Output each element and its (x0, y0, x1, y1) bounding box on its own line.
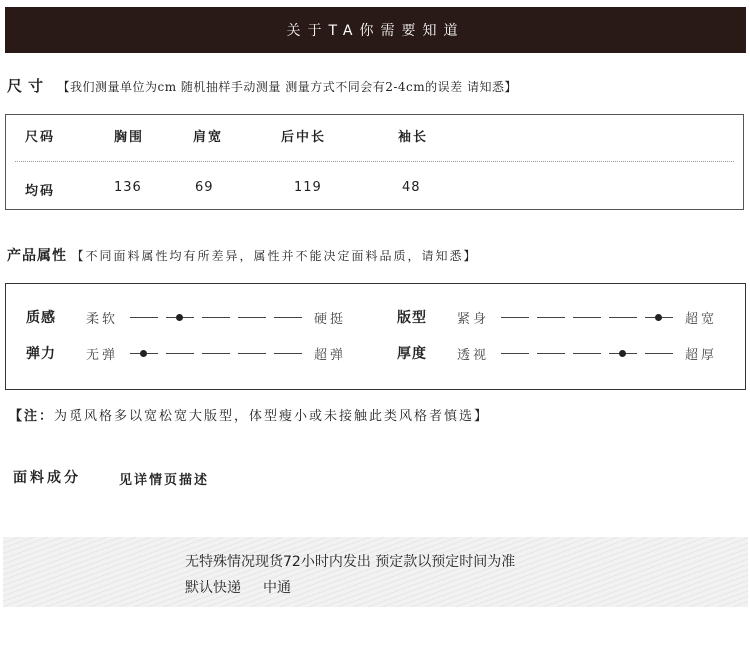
attribute-texture (26, 307, 346, 327)
scale-segment (609, 317, 637, 318)
scale-segment (573, 317, 601, 318)
attributes-note: 【不同面料属性均有所差异，属性并不能决定面料品质，请知悉】 (71, 249, 478, 263)
size-header-shoulder: 肩宽 (193, 130, 224, 145)
attribute-name: 弹力 (26, 346, 56, 362)
scale-segment (130, 317, 158, 318)
attribute-scale (497, 353, 677, 354)
scale-segment (537, 317, 565, 318)
attribute-elasticity (26, 343, 346, 363)
fit-note-label: 【注： (9, 409, 55, 424)
attribute-scale (497, 317, 677, 318)
attributes-section-title (7, 245, 477, 265)
scale-marker (130, 353, 158, 354)
attributes-panel (5, 283, 746, 390)
scale-segment (537, 353, 565, 354)
attribute-low-label: 透视 (457, 347, 490, 363)
scale-segment (501, 353, 529, 354)
size-value-sleeve: 48 (402, 180, 421, 195)
attribute-name: 质感 (26, 310, 56, 326)
attributes-heading: 产品属性 (7, 248, 67, 264)
scale-marker (166, 317, 194, 318)
attribute-low-label: 无弹 (86, 347, 119, 363)
attribute-fit (397, 307, 717, 327)
size-section-title (7, 75, 517, 96)
attribute-thickness (397, 343, 717, 363)
attribute-high-label: 超厚 (685, 347, 718, 363)
size-header-chest: 胸围 (114, 130, 145, 145)
scale-segment (238, 353, 266, 354)
size-note: 【我们测量单位为cm 随机抽样手动测量 测量方式不同会有2-4cm的误差 请知悉】 (57, 80, 517, 94)
courier-label: 默认快递 (185, 580, 241, 596)
courier-line (185, 577, 291, 597)
attribute-name: 厚度 (397, 346, 427, 362)
fit-note-text: 为觅风格多以宽松宽大版型，体型瘦小或未接触此类风格者慎选】 (54, 409, 490, 424)
info-banner (5, 7, 746, 53)
banner-title: 关于TA你需要知道 (286, 23, 465, 39)
scale-segment (274, 353, 302, 354)
attribute-scale (126, 317, 306, 318)
scale-marker (609, 353, 637, 354)
attribute-low-label: 紧身 (457, 311, 490, 327)
scale-segment (166, 353, 194, 354)
attribute-name: 版型 (397, 310, 427, 326)
size-value-shoulder: 69 (195, 180, 214, 195)
size-header-size: 尺码 (25, 130, 56, 145)
attribute-high-label: 硬挺 (314, 311, 347, 327)
size-header-length: 后中长 (281, 130, 327, 145)
scale-segment (202, 353, 230, 354)
size-heading: 尺寸 (7, 77, 50, 95)
shipping-banner (3, 537, 748, 607)
attribute-high-label: 超弹 (314, 347, 347, 363)
shipping-line: 无特殊情况现货72小时内发出 预定款以预定时间为准 (185, 554, 516, 570)
scale-segment (202, 317, 230, 318)
fabric-label: 面料成分 (13, 470, 81, 486)
table-divider (15, 161, 734, 162)
scale-marker (645, 317, 673, 318)
scale-segment (274, 317, 302, 318)
scale-segment (501, 317, 529, 318)
size-value-size: 均码 (25, 184, 56, 199)
size-value-chest: 136 (114, 180, 142, 195)
scale-segment (238, 317, 266, 318)
size-header-sleeve: 袖长 (398, 130, 429, 145)
courier-value: 中通 (263, 580, 291, 596)
attribute-low-label: 柔软 (86, 311, 119, 327)
attribute-scale (126, 353, 306, 354)
fit-note (9, 405, 489, 424)
size-value-length: 119 (294, 180, 322, 195)
size-table (5, 114, 744, 210)
attribute-high-label: 超宽 (685, 311, 718, 327)
fabric-value: 见详情页描述 (119, 473, 210, 488)
scale-segment (645, 353, 673, 354)
scale-segment (573, 353, 601, 354)
